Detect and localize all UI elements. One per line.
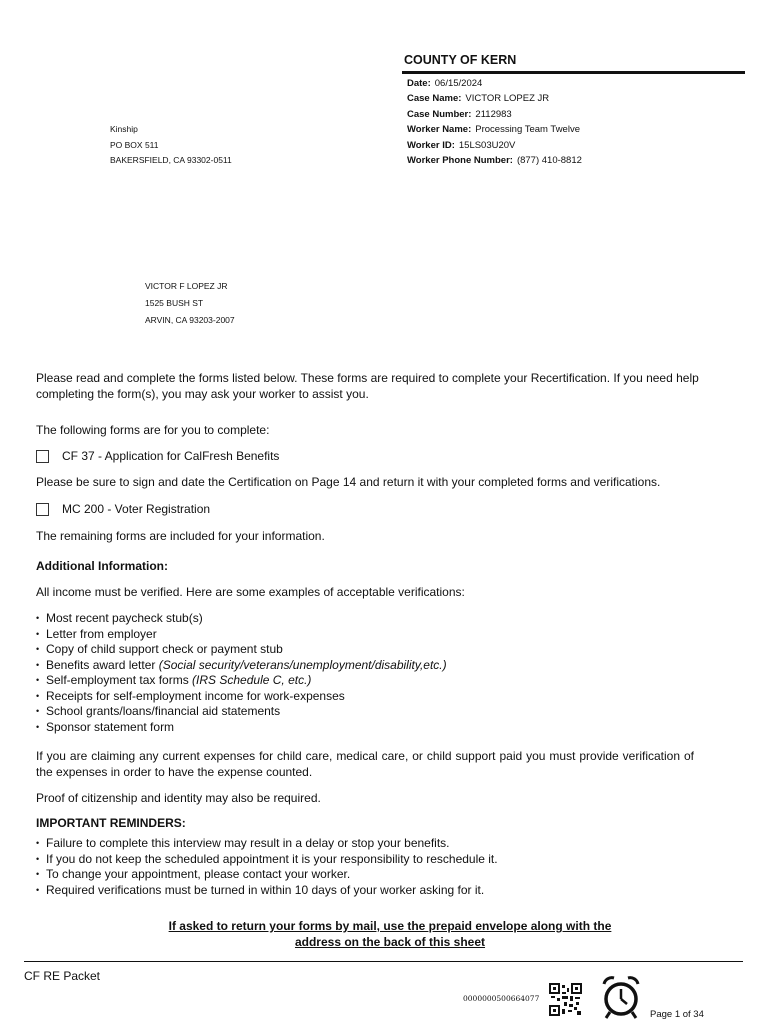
case-name-row (407, 91, 582, 106)
cf37-checkbox[interactable] (36, 450, 49, 463)
verification-text: Most recent paycheck stub(s) (46, 611, 203, 625)
verification-note: (Social security/veterans/unemployment/disability,etc.) (158, 657, 447, 672)
list-item (36, 883, 498, 899)
verification-note: (IRS Schedule C, etc.) (192, 673, 312, 687)
mail-notice-line: address on the back of this sheet (294, 934, 486, 949)
county-title: COUNTY OF KERN (404, 53, 517, 67)
list-item (36, 867, 498, 883)
worker-name-label: Worker Name: (407, 124, 472, 136)
reminders-heading: IMPORTANT REMINDERS: (36, 816, 186, 830)
date-value: 06/15/2024 (434, 78, 483, 89)
list-item (36, 720, 447, 736)
income-note: All income must be verified. Here are some examples of acceptable verifications: (36, 585, 465, 599)
forms-heading: The following forms are for you to complete: (36, 423, 270, 437)
bullet-icon: • (36, 675, 40, 685)
date-label: Date: (407, 78, 431, 89)
bullet-icon: • (36, 884, 40, 895)
verification-text: Letter from employer (46, 626, 157, 641)
bullet-icon: • (36, 628, 40, 639)
case-number-value: 2112983 (475, 108, 512, 120)
barcode-number: 0000000500664077 (463, 994, 540, 1003)
worker-id-value: 15LS03U20V (458, 139, 516, 151)
case-number-label: Case Number: (407, 108, 472, 120)
form-item-cf37[interactable] (36, 449, 279, 465)
footer-rule (24, 961, 743, 962)
case-number-row (407, 107, 582, 122)
recipient-address (145, 278, 235, 329)
worker-phone-value: (877) 410-8812 (516, 155, 582, 167)
verification-text: Benefits award letter (46, 657, 159, 672)
qr-code-icon (549, 983, 582, 1016)
bullet-icon: • (36, 721, 40, 732)
intro-paragraph: Please read and complete the forms listed below. These forms are required to complete your Recertification. If you need help completing the form(s), you may ask your worker to assist you. (36, 371, 699, 401)
remaining-forms-note: The remaining forms are included for your information. (36, 529, 325, 543)
worker-id-label: Worker ID: (407, 139, 455, 151)
mail-notice (140, 919, 640, 950)
reminder-text: Required verifications must be turned in within 10 days of your worker asking for it. (46, 882, 485, 897)
bullet-icon: • (36, 706, 40, 716)
list-item (36, 673, 447, 689)
case-name-label: Case Name: (407, 93, 462, 105)
worker-name-value: Processing Team Twelve (475, 124, 580, 136)
list-item (36, 627, 447, 643)
additional-info-heading: Additional Information: (36, 559, 168, 573)
list-item (36, 689, 447, 705)
worker-phone-label: Worker Phone Number: (407, 155, 513, 167)
bullet-icon: • (36, 644, 40, 654)
verification-text: Copy of child support check or payment stub (46, 642, 283, 656)
sign-note: Please be sure to sign and date the Certification on Page 14 and return it with your completed forms and verifications. (36, 475, 661, 489)
recipient-line: VICTOR F LOPEZ JR (145, 281, 228, 291)
list-item (36, 658, 447, 674)
verification-text: Self-employment tax forms (46, 673, 193, 687)
case-name-value: VICTOR LOPEZ JR (465, 93, 550, 105)
header-rule (402, 71, 745, 74)
date-row (407, 76, 582, 91)
alarm-clock-icon (600, 974, 642, 1020)
page-number: Page 1 of 34 (650, 1009, 704, 1020)
reminder-text: To change your appointment, please contact your worker. (46, 867, 351, 881)
sender-line: BAKERSFIELD, CA 93302-0511 (110, 155, 232, 165)
bullet-icon: • (36, 869, 40, 879)
reminder-text: Failure to complete this interview may result in a delay or stop your benefits. (46, 836, 450, 850)
sender-address (110, 122, 232, 169)
verification-text: School grants/loans/financial aid statements (46, 704, 281, 718)
reminder-text: If you do not keep the scheduled appointment it is your responsibility to reschedule it. (46, 851, 498, 866)
worker-phone-row (407, 153, 582, 168)
recipient-line: ARVIN, CA 93203-2007 (145, 315, 235, 325)
list-item (36, 836, 498, 852)
form-item-mc200[interactable] (36, 502, 210, 518)
list-item (36, 642, 447, 658)
bullet-icon: • (36, 690, 40, 701)
mc200-checkbox[interactable] (36, 503, 49, 516)
expenses-note: If you are claiming any current expenses for child care, medical care, or child support paid you must provide verification of the expenses in order to have the expense counted. (36, 749, 694, 779)
list-item (36, 852, 498, 868)
worker-id-row (407, 138, 582, 153)
cf37-label: CF 37 - Application for CalFresh Benefits (62, 449, 280, 463)
verification-list (36, 611, 447, 735)
sender-line: Kinship (110, 124, 138, 134)
bullet-icon: • (36, 659, 40, 670)
verification-text: Receipts for self-employment income for work-expenses (46, 688, 345, 703)
footer-form-id: CF RE Packet (24, 969, 101, 983)
list-item (36, 704, 447, 720)
bullet-icon: • (36, 613, 40, 623)
bullet-icon: • (36, 838, 40, 848)
mail-notice-line: If asked to return your forms by mail, use the prepaid envelope along with the (168, 919, 612, 933)
case-info-block (407, 76, 582, 168)
mc200-label: MC 200 - Voter Registration (62, 502, 211, 516)
reminders-list (36, 836, 498, 898)
worker-name-row (407, 122, 582, 137)
verification-text: Sponsor statement form (46, 719, 175, 734)
bullet-icon: • (36, 853, 40, 864)
sender-line: PO BOX 511 (110, 139, 159, 150)
list-item (36, 611, 447, 627)
recipient-line: 1525 BUSH ST (145, 298, 204, 308)
citizenship-note: Proof of citizenship and identity may also be required. (36, 791, 321, 805)
